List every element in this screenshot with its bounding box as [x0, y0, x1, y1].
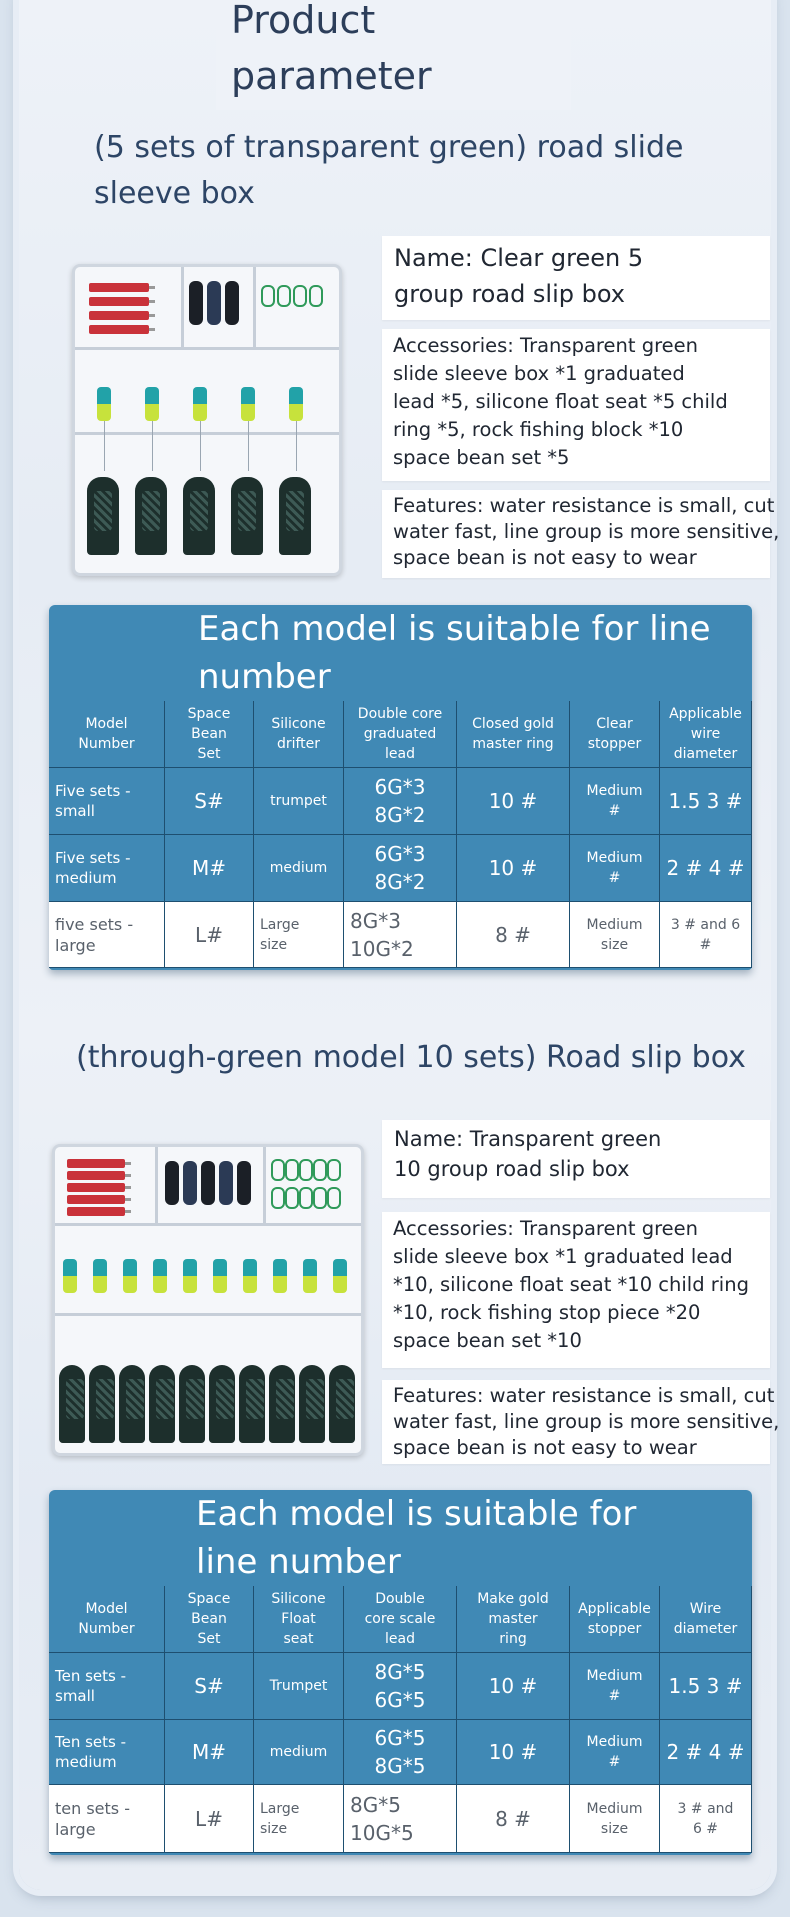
cell-text: 8G*5 — [374, 1754, 426, 1778]
cell-text: 10 # — [488, 789, 538, 813]
cell-text: five sets - — [55, 914, 134, 934]
cell-text: 8G*2 — [374, 870, 426, 894]
table-cell-wire-diameter — [660, 768, 752, 835]
table-cell-wire-diameter — [660, 1785, 752, 1853]
cell-text: S# — [194, 789, 224, 813]
table-cell-wire-diameter — [660, 1720, 752, 1785]
section2-accessories-card — [382, 1212, 770, 1368]
table-cell-master-ring — [457, 1720, 570, 1785]
section2-name-card — [382, 1120, 770, 1198]
table-cell-float-seat — [254, 1785, 344, 1853]
features-line: space bean is not easy to wear — [393, 1436, 697, 1459]
cell-text: small — [55, 802, 95, 820]
section1-model-table — [49, 605, 752, 970]
cell-text: medium — [269, 1744, 328, 1760]
name-line: Name: Transparent green — [394, 1127, 662, 1151]
features-line: water fast, line group is more sensitive, — [393, 520, 780, 543]
table-cell-graduated-lead — [344, 835, 457, 902]
table-cell-stopper — [570, 902, 660, 968]
header-text: diameter — [673, 746, 738, 762]
page-title-line1: Product — [231, 0, 376, 42]
table-cell-master-ring — [457, 1653, 570, 1720]
cell-text: M# — [191, 1740, 226, 1764]
cell-text: size — [260, 936, 288, 953]
table-cell-space-bean-set — [165, 1720, 254, 1785]
cell-text: Medium — [586, 1668, 643, 1684]
cell-text: Five sets - — [55, 849, 131, 867]
section2-model-table — [49, 1490, 752, 1855]
header-text: ring — [499, 1631, 527, 1647]
section1-accessories-card — [382, 329, 770, 481]
column-header-graduated-lead — [344, 701, 457, 768]
five-set-tackle-box-image — [72, 264, 342, 576]
cell-text: 10G*2 — [350, 936, 414, 961]
header-text: wire — [690, 726, 721, 742]
header-text: Silicone — [271, 1591, 326, 1607]
cell-text: 2 # 4 # — [666, 856, 745, 880]
cell-text: ten sets - — [55, 1798, 130, 1818]
header-text: Wire — [689, 1601, 722, 1617]
header-text: stopper — [587, 736, 642, 752]
cell-text: Medium — [586, 1800, 643, 1817]
cell-text: L# — [195, 1806, 223, 1831]
name-line: group road slip box — [394, 280, 626, 308]
features-line: Features: water resistance is small, cut — [393, 1384, 775, 1407]
cell-text: 6G*5 — [374, 1688, 426, 1712]
accessories-line: *10, rock fishing stop piece *20 — [393, 1301, 701, 1324]
cell-text: L# — [195, 922, 223, 947]
accessories-line: ring *5, rock fishing block *10 — [393, 418, 684, 441]
cell-text: medium — [269, 860, 328, 876]
header-text: Clear — [596, 716, 633, 732]
table-cell-float-seat — [254, 768, 344, 835]
table-cell-graduated-lead — [344, 1720, 457, 1785]
cell-text: 10 # — [488, 856, 538, 880]
accessories-line: *10, silicone float seat *10 child ring — [393, 1273, 749, 1296]
table-cell-wire-diameter — [660, 1653, 752, 1720]
table-cell-model-number — [49, 768, 165, 835]
header-text: drifter — [276, 736, 321, 752]
header-text: Applicable — [669, 706, 742, 722]
table-cell-model-number — [49, 1785, 165, 1853]
header-text: Number — [78, 1621, 135, 1637]
header-text: Applicable — [578, 1601, 651, 1617]
table-cell-master-ring — [457, 835, 570, 902]
table-cell-space-bean-set — [165, 1785, 254, 1853]
table-cell-space-bean-set — [165, 768, 254, 835]
cell-text: large — [55, 1819, 96, 1839]
table-cell-master-ring — [457, 902, 570, 968]
table-cell-space-bean-set — [165, 1653, 254, 1720]
table-heading-line1: Each model is suitable for — [196, 1494, 637, 1534]
cell-text: Trumpet — [269, 1678, 328, 1694]
table-cell-graduated-lead — [344, 1785, 457, 1853]
column-header-model-number — [49, 701, 165, 768]
table-heading-line2: line number — [196, 1542, 401, 1582]
table-cell-model-number — [49, 835, 165, 902]
cell-text: 6G*3 — [374, 842, 426, 866]
header-text: core scale — [364, 1611, 436, 1627]
column-header-space-bean-set — [165, 1586, 254, 1653]
table-cell-space-bean-set — [165, 902, 254, 968]
header-text: Space — [187, 1591, 231, 1607]
header-text: Closed gold — [472, 716, 554, 732]
accessories-line: Accessories: Transparent green — [393, 1217, 699, 1240]
section2-subtitle: (through-green model 10 sets) Road slip box — [76, 1040, 746, 1075]
header-text: Set — [197, 1631, 221, 1647]
features-line: space bean is not easy to wear — [393, 546, 697, 569]
cell-text: 10G*5 — [350, 1820, 414, 1845]
page-title-line2: parameter — [231, 54, 432, 98]
header-text: seat — [283, 1631, 314, 1647]
name-line: 10 group road slip box — [394, 1157, 630, 1181]
table-cell-model-number — [49, 1720, 165, 1785]
header-text: lead — [385, 1631, 415, 1647]
table-cell-float-seat — [254, 1653, 344, 1720]
header-text: Model — [85, 1601, 128, 1617]
cell-text: M# — [191, 856, 226, 880]
table-cell-master-ring — [457, 1785, 570, 1853]
column-header-space-bean-set — [165, 701, 254, 768]
table-heading-line1: Each model is suitable for line — [198, 609, 711, 649]
features-line: Features: water resistance is small, cut — [393, 494, 775, 517]
header-text: master — [488, 1611, 538, 1627]
table-cell-stopper — [570, 1785, 660, 1853]
header-text: Set — [197, 746, 221, 762]
accessories-line: slide sleeve box *1 graduated lead — [393, 1245, 733, 1268]
accessories-line: lead *5, silicone float seat *5 child — [393, 390, 728, 413]
accessories-line: Accessories: Transparent green — [393, 334, 699, 357]
header-text: Make gold — [477, 1591, 549, 1607]
column-header-stopper — [570, 1586, 660, 1653]
cell-text: 3 # and — [677, 1800, 734, 1817]
cell-text: 6G*5 — [374, 1726, 426, 1750]
header-text: Silicone — [271, 716, 326, 732]
cell-text: size — [260, 1820, 288, 1837]
cell-text: 6G*3 — [374, 775, 426, 799]
cell-text: 3 # and 6 # — [670, 916, 741, 953]
header-text: Number — [78, 736, 135, 752]
cell-text: # — [608, 803, 621, 819]
cell-text: 6 # — [692, 1820, 719, 1837]
header-text: Float — [281, 1611, 316, 1627]
cell-text: 8G*5 — [374, 1660, 426, 1684]
table-cell-graduated-lead — [344, 768, 457, 835]
cell-text: 10 # — [488, 1674, 538, 1698]
header-text: Double core — [357, 706, 443, 722]
table-cell-float-seat — [254, 902, 344, 968]
table-grid — [49, 1586, 752, 1853]
accessories-line: space bean set *10 — [393, 1329, 582, 1352]
table-cell-space-bean-set — [165, 835, 254, 902]
table-cell-float-seat — [254, 835, 344, 902]
column-header-graduated-lead — [344, 1586, 457, 1653]
section2-features-card — [382, 1380, 780, 1464]
header-text: Bean — [191, 1611, 227, 1627]
cell-text: large — [55, 935, 96, 955]
column-header-wire-diameter — [660, 701, 752, 768]
section1-features-card — [382, 490, 780, 578]
column-header-stopper — [570, 701, 660, 768]
header-text: lead — [385, 746, 415, 762]
cell-text: Ten sets - — [55, 1733, 127, 1751]
cell-text: # — [608, 1688, 621, 1704]
cell-text: Large — [260, 1800, 300, 1817]
accessories-line: slide sleeve box *1 graduated — [393, 362, 685, 385]
cell-text: 2 # 4 # — [666, 1740, 745, 1764]
cell-text: # — [608, 870, 621, 886]
table-cell-stopper — [570, 1720, 660, 1785]
column-header-wire-diameter — [660, 1586, 752, 1653]
cell-text: Medium — [586, 850, 643, 866]
cell-text: medium — [55, 869, 117, 887]
header-text: Double — [375, 1591, 425, 1607]
cell-text: Five sets - — [55, 782, 131, 800]
cell-text: medium — [55, 1753, 117, 1771]
section1-subtitle-line1: (5 sets of transparent green) road slide — [94, 130, 684, 165]
table-cell-wire-diameter — [660, 835, 752, 902]
cell-text: small — [55, 1687, 95, 1705]
cell-text: 8G*5 — [350, 1792, 401, 1817]
cell-text: 1.5 3 # — [668, 1674, 743, 1698]
table-cell-stopper — [570, 1653, 660, 1720]
table-cell-stopper — [570, 835, 660, 902]
cell-text: 8G*2 — [374, 803, 426, 827]
cell-text: Medium — [586, 916, 643, 933]
cell-text: 1.5 3 # — [668, 789, 743, 813]
column-header-master-ring — [457, 1586, 570, 1653]
column-header-model-number — [49, 1586, 165, 1653]
cell-text: Ten sets - — [55, 1667, 127, 1685]
cell-text: Large — [260, 916, 300, 933]
header-text: Space — [187, 706, 231, 722]
cell-text: Medium — [586, 783, 643, 799]
table-cell-wire-diameter — [660, 902, 752, 968]
cell-text: 8G*3 — [350, 908, 401, 933]
column-header-master-ring — [457, 701, 570, 768]
cell-text: 8 # — [495, 922, 531, 947]
accessories-line: space bean set *5 — [393, 446, 570, 469]
cell-text: Medium — [586, 1734, 643, 1750]
table-cell-model-number — [49, 902, 165, 968]
table-cell-stopper — [570, 768, 660, 835]
features-line: water fast, line group is more sensitive, — [393, 1410, 780, 1433]
table-cell-float-seat — [254, 1720, 344, 1785]
cell-text: S# — [194, 1674, 224, 1698]
header-text: stopper — [587, 1621, 642, 1637]
cell-text: size — [600, 1820, 629, 1837]
cell-text: 10 # — [488, 1740, 538, 1764]
section1-name-card — [382, 236, 770, 320]
table-cell-master-ring — [457, 768, 570, 835]
cell-text: size — [600, 936, 629, 953]
section1-subtitle-line2: sleeve box — [94, 176, 255, 211]
cell-text: trumpet — [270, 793, 327, 809]
table-heading-line2: number — [198, 657, 331, 697]
header-text: Bean — [191, 726, 227, 742]
cell-text: 8 # — [495, 1806, 531, 1831]
table-cell-graduated-lead — [344, 1653, 457, 1720]
table-grid — [49, 701, 752, 968]
header-text: Model — [85, 716, 128, 732]
header-text: graduated — [363, 726, 437, 742]
header-text: master ring — [472, 736, 554, 752]
column-header-float-seat — [254, 1586, 344, 1653]
name-line: Name: Clear green 5 — [394, 244, 644, 272]
column-header-float-seat — [254, 701, 344, 768]
ten-set-tackle-box-image — [52, 1144, 364, 1456]
table-cell-model-number — [49, 1653, 165, 1720]
header-text: diameter — [673, 1621, 738, 1637]
cell-text: # — [608, 1754, 621, 1770]
table-cell-graduated-lead — [344, 902, 457, 968]
